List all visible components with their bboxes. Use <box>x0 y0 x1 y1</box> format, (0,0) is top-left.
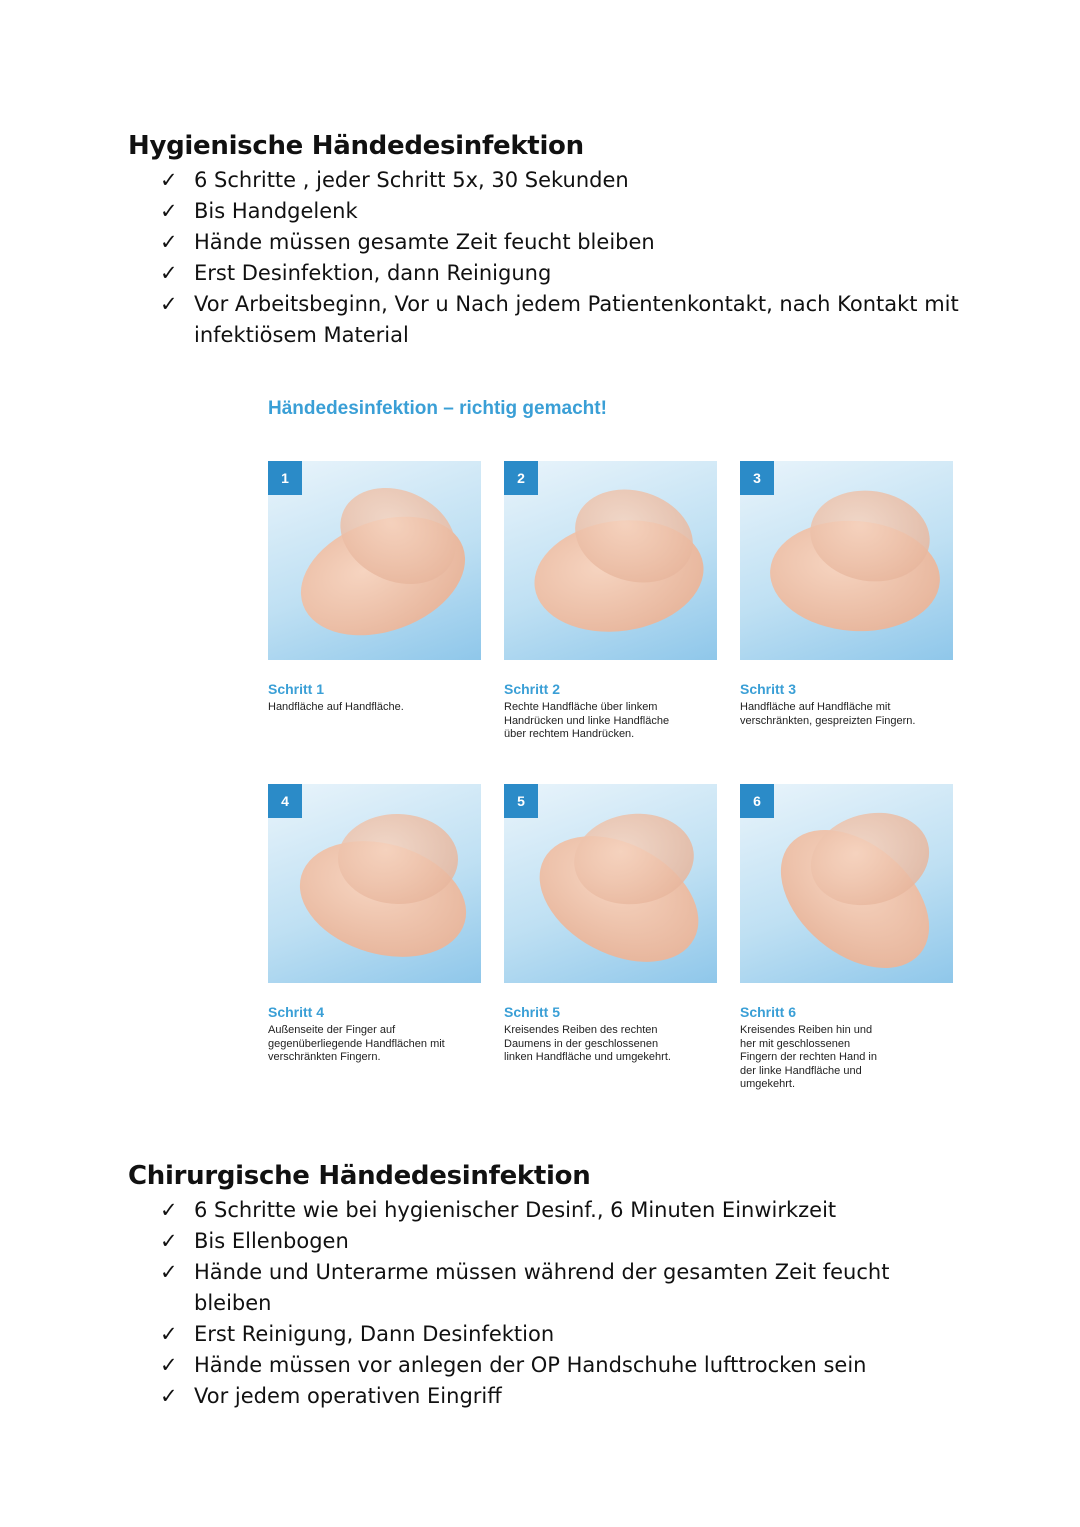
figure-title: Händedesinfektion – richtig gemacht! <box>268 398 607 419</box>
step-caption <box>740 1004 953 1092</box>
item-text: Erst Desinfektion, dann Reinigung <box>194 261 552 285</box>
item-text: Bis Ellenbogen <box>194 1229 349 1253</box>
checkmark-icon: ✓ <box>160 1353 178 1377</box>
list-item <box>160 1257 980 1319</box>
checkmark-icon: ✓ <box>160 261 178 285</box>
step-caption <box>504 1004 717 1065</box>
checkmark-icon: ✓ <box>160 1384 178 1408</box>
step-image-3 <box>740 461 953 660</box>
step-description: Außenseite der Finger auf gegenüberliegende Handflächen mit verschränkten Fingern. <box>268 1024 445 1063</box>
checkmark-icon: ✓ <box>160 199 178 223</box>
step-image-5 <box>504 784 717 983</box>
checkmark-icon: ✓ <box>160 1322 178 1346</box>
checkmark-icon: ✓ <box>160 230 178 254</box>
step-caption <box>268 681 481 715</box>
list-item <box>160 1319 980 1350</box>
step-title: Schritt 2 <box>504 681 561 697</box>
item-text: Hände müssen gesamte Zeit feucht bleiben <box>194 230 655 254</box>
item-text: Hände und Unterarme müssen während der gesamten Zeit feucht bleiben <box>194 1260 890 1315</box>
step-number-badge: 2 <box>504 461 538 495</box>
step-title: Schritt 1 <box>268 681 325 697</box>
step-title: Schritt 6 <box>740 1004 797 1020</box>
list-item <box>160 289 980 351</box>
checkmark-icon: ✓ <box>160 1198 178 1222</box>
step-description: Kreisendes Reiben hin und her mit geschlossenen Fingern der rechten Hand in der linke Handfläche und umgekehrt. <box>740 1024 877 1090</box>
item-text: Vor Arbeitsbeginn, Vor u Nach jedem Patientenkontakt, nach Kontakt mit infektiösem Material <box>194 292 959 347</box>
hygienic-list <box>160 165 980 351</box>
item-text: Erst Reinigung, Dann Desinfektion <box>194 1322 555 1346</box>
step-number-badge: 5 <box>504 784 538 818</box>
section-heading-surgical: Chirurgische Händedesinfektion <box>128 1161 591 1191</box>
step-title: Schritt 4 <box>268 1004 325 1020</box>
list-item <box>160 227 980 258</box>
step-image-2 <box>504 461 717 660</box>
step-caption <box>504 681 717 742</box>
section-heading-hygienic: Hygienische Händedesinfektion <box>128 131 584 161</box>
step-description: Rechte Handfläche über linkem Handrücken und linke Handfläche über rechtem Handrücken. <box>504 701 670 740</box>
step-number-badge: 4 <box>268 784 302 818</box>
checkmark-icon: ✓ <box>160 1260 178 1284</box>
item-text: Hände müssen vor anlegen der OP Handschuhe lufttrocken sein <box>194 1353 867 1377</box>
step-number-badge: 6 <box>740 784 774 818</box>
list-item <box>160 258 980 289</box>
step-description: Handfläche auf Handfläche mit verschränkten, gespreizten Fingern. <box>740 701 916 727</box>
step-number-badge: 1 <box>268 461 302 495</box>
step-description: Handfläche auf Handfläche. <box>268 701 404 713</box>
item-text: 6 Schritte wie bei hygienischer Desinf., 6 Minuten Einwirkzeit <box>194 1198 837 1222</box>
list-item <box>160 1226 980 1257</box>
checkmark-icon: ✓ <box>160 1229 178 1253</box>
list-item <box>160 1350 980 1381</box>
step-caption <box>740 681 953 728</box>
step-caption <box>268 1004 481 1065</box>
step-image-4 <box>268 784 481 983</box>
item-text: Bis Handgelenk <box>194 199 358 223</box>
list-item <box>160 165 980 196</box>
checkmark-icon: ✓ <box>160 292 178 316</box>
step-description: Kreisendes Reiben des rechten Daumens in der geschlossenen linken Handfläche und umgekehrt. <box>504 1024 671 1063</box>
list-item <box>160 196 980 227</box>
step-image-1 <box>268 461 481 660</box>
item-text: Vor jedem operativen Eingriff <box>194 1384 502 1408</box>
checkmark-icon: ✓ <box>160 168 178 192</box>
list-item <box>160 1195 980 1226</box>
step-image-6 <box>740 784 953 983</box>
surgical-list <box>160 1195 980 1412</box>
step-title: Schritt 5 <box>504 1004 561 1020</box>
step-number-badge: 3 <box>740 461 774 495</box>
list-item <box>160 1381 980 1412</box>
item-text: 6 Schritte , jeder Schritt 5x, 30 Sekunden <box>194 168 629 192</box>
step-title: Schritt 3 <box>740 681 797 697</box>
